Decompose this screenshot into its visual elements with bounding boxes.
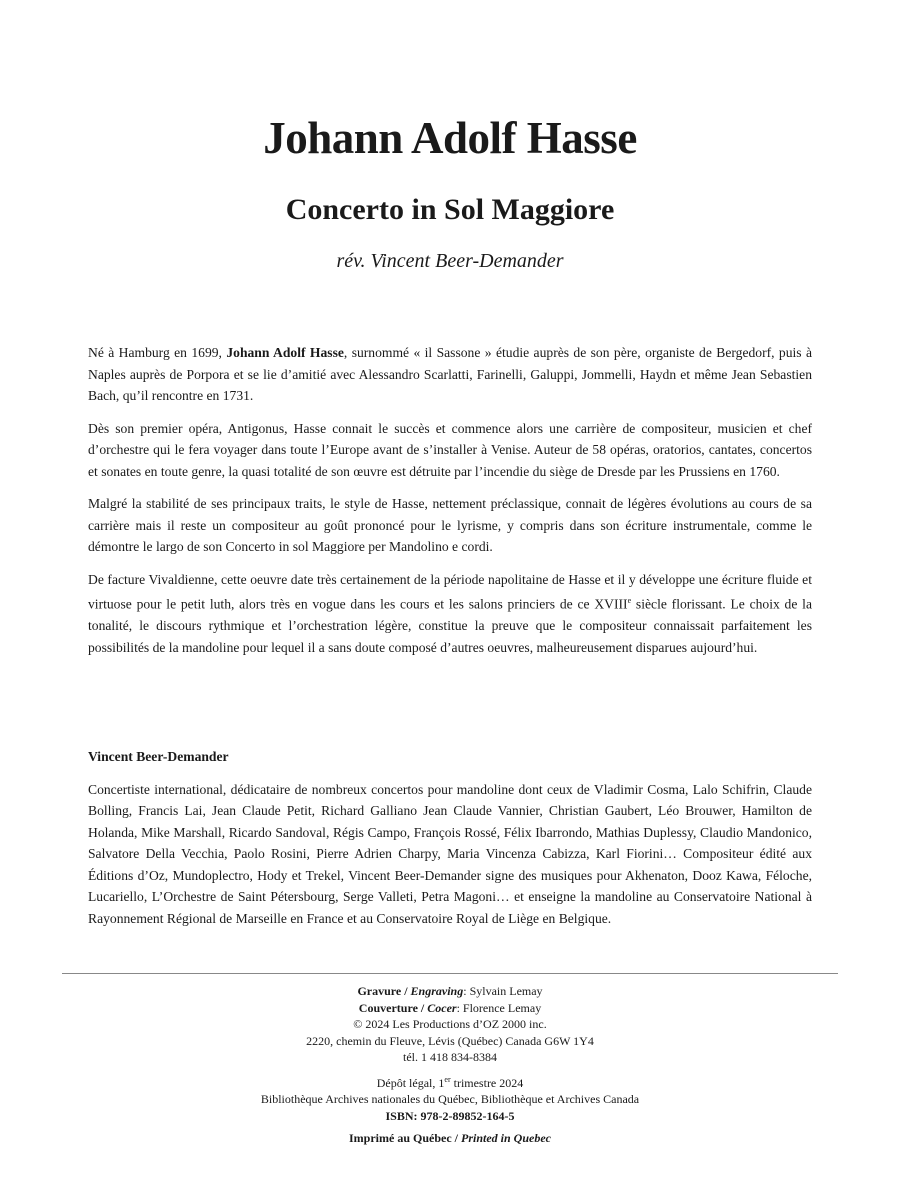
bio-text: Concertiste international, dédicataire de nombreux concertos pour mandoline dont ceux de Vladimir Cosma, Lalo Schifrin, Claude Bolling, Francis Lai, Jean Claude Petit, Richard Galliano Jean Claude Vannier, Christian Gaubert, Léo Brouwer, Hamilton de Holanda, Mike Marshall, Ricardo Sandoval, Régis Campo, François Rossé, Félix Ibarrondo, Mathias Duplessy, Claudio Mandonico, Salvatore Della Vecchia, Paolo Rosini, Pierre Adrien Charpy, Maria Vincenza Cabizza, Karl Fiorini… Compositeur édité aux Éditions d’Oz, Mundoplectro, Hody et Trekel, Vincent Beer-Demander signe des musiques pour Akhenaton, Dooz Kawa, Féloche, Lucariello, L’Orchestre de Saint Pétersbourg, Serge Valleti, Petra Magoni… et enseigne la mandoline au Conservatoire National à Rayonnement Régional de Marseille en France et au Conservatoire Royal de Liège en Belgique. <box>88 781 812 926</box>
legal-sup: er <box>444 1074 451 1084</box>
printed-in <box>0 1130 900 1147</box>
intro-p4-before: De facture Vivaldienne, cette oeuvre date très certainement de la période napolitaine de Hasse et il y développe une écriture fluide et virtuose pour le petit luth, alors très en vogue dans les cours et les salons princiers de ce XVIII <box>88 571 812 612</box>
bio-section <box>88 746 812 940</box>
colophon <box>0 983 900 1147</box>
printed-fr: Imprimé au Québec / <box>349 1131 461 1145</box>
engraving-value: : Sylvain Lemay <box>463 984 543 998</box>
intro-p4-after: siècle florissant. Le choix de la tonalité, le discours rythmique et l’orchestration légère, constitue la preuve que le compositeur connaissait parfaitement les possibilités de la mandoline pour lequel il a sans doute composé d’autres oeuvres, malheureusement disparues aujourd’hui. <box>88 596 812 655</box>
intro-paragraph-4 <box>88 569 812 659</box>
composer-title: Johann Adolf Hasse <box>263 113 637 163</box>
intro-text <box>88 342 812 669</box>
copyright: © 2024 Les Productions d’OZ 2000 inc. <box>353 1017 547 1031</box>
isbn: ISBN: 978-2-89852-164-5 <box>385 1108 515 1123</box>
cover-value: : Florence Lemay <box>456 1000 542 1015</box>
engraving-credit <box>0 983 900 1000</box>
libraries: Bibliothèque Archives nationales du Québec, Bibliothèque et Archives Canada <box>260 1092 640 1106</box>
engraving-label-fr: Gravure / <box>357 984 411 998</box>
bio-title: Vincent Beer-Demander <box>88 749 229 764</box>
intro-p4-sup: e <box>627 596 632 605</box>
intro-p1-name: Johann Adolf Hasse <box>226 345 344 360</box>
cover-label-fr: Couverture / <box>358 1000 428 1015</box>
intro-paragraph-3: Malgré la stabilité de ses principaux traits, le style de Hasse, nettement préclassique, connait de légères évolutions au cours de sa carrière mais il reste un compositeur au goût prononcé pour le lyrisme, y compris dans son écriture instrumentale, comme le démontre le largo de son Concerto in sol Maggiore per Mandolino e cordi. <box>88 496 812 554</box>
reviser-credit: rév. Vincent Beer-Demander <box>336 250 564 272</box>
work-title: Concerto in Sol Maggiore <box>285 193 615 226</box>
cover-label-en: Cocer <box>427 1000 457 1015</box>
cover-credit <box>0 1000 900 1017</box>
legal-after: trimestre 2024 <box>450 1075 524 1090</box>
publisher-phone: tél. 1 418 834-8384 <box>403 1050 497 1064</box>
intro-p1-before: Né à Hamburg en 1699, <box>88 345 227 360</box>
legal-deposit <box>0 1072 900 1092</box>
engraving-label-en: Engraving <box>410 984 464 998</box>
intro-paragraph-2: Dès son premier opéra, Antigonus, Hasse connait le succès et commence alors une carrière de compositeur, musicien et chef d’orchestre qui le fera voyager dans toute l’Europe avant de s’installer à Venise. Auteur de 58 opéras, oratorios, cantates, concertos et sonates en toute genre, la quasi totalité de son œuvre est détruite par l’incendie du siège de Dresde par les Prussiens en 1760. <box>88 420 812 479</box>
divider <box>62 973 838 974</box>
intro-paragraph-1 <box>88 342 812 407</box>
intro-p1-after: , surnommé « il Sassone » étudie auprès de son père, organiste de Bergedorf, puis à Naples auprès de Porpora et se lie d’amitié avec Alessandro Scarlatti, Farinelli, Galuppi, Jommelli, Haydn et même Jean Sebastien Bach, qu’il rencontre en 1731. <box>88 345 812 403</box>
publisher-address: 2220, chemin du Fleuve, Lévis (Québec) Canada G6W 1Y4 <box>306 1033 594 1048</box>
printed-en: Printed in Quebec <box>461 1131 551 1145</box>
legal-before: Dépôt légal, 1 <box>376 1075 445 1090</box>
